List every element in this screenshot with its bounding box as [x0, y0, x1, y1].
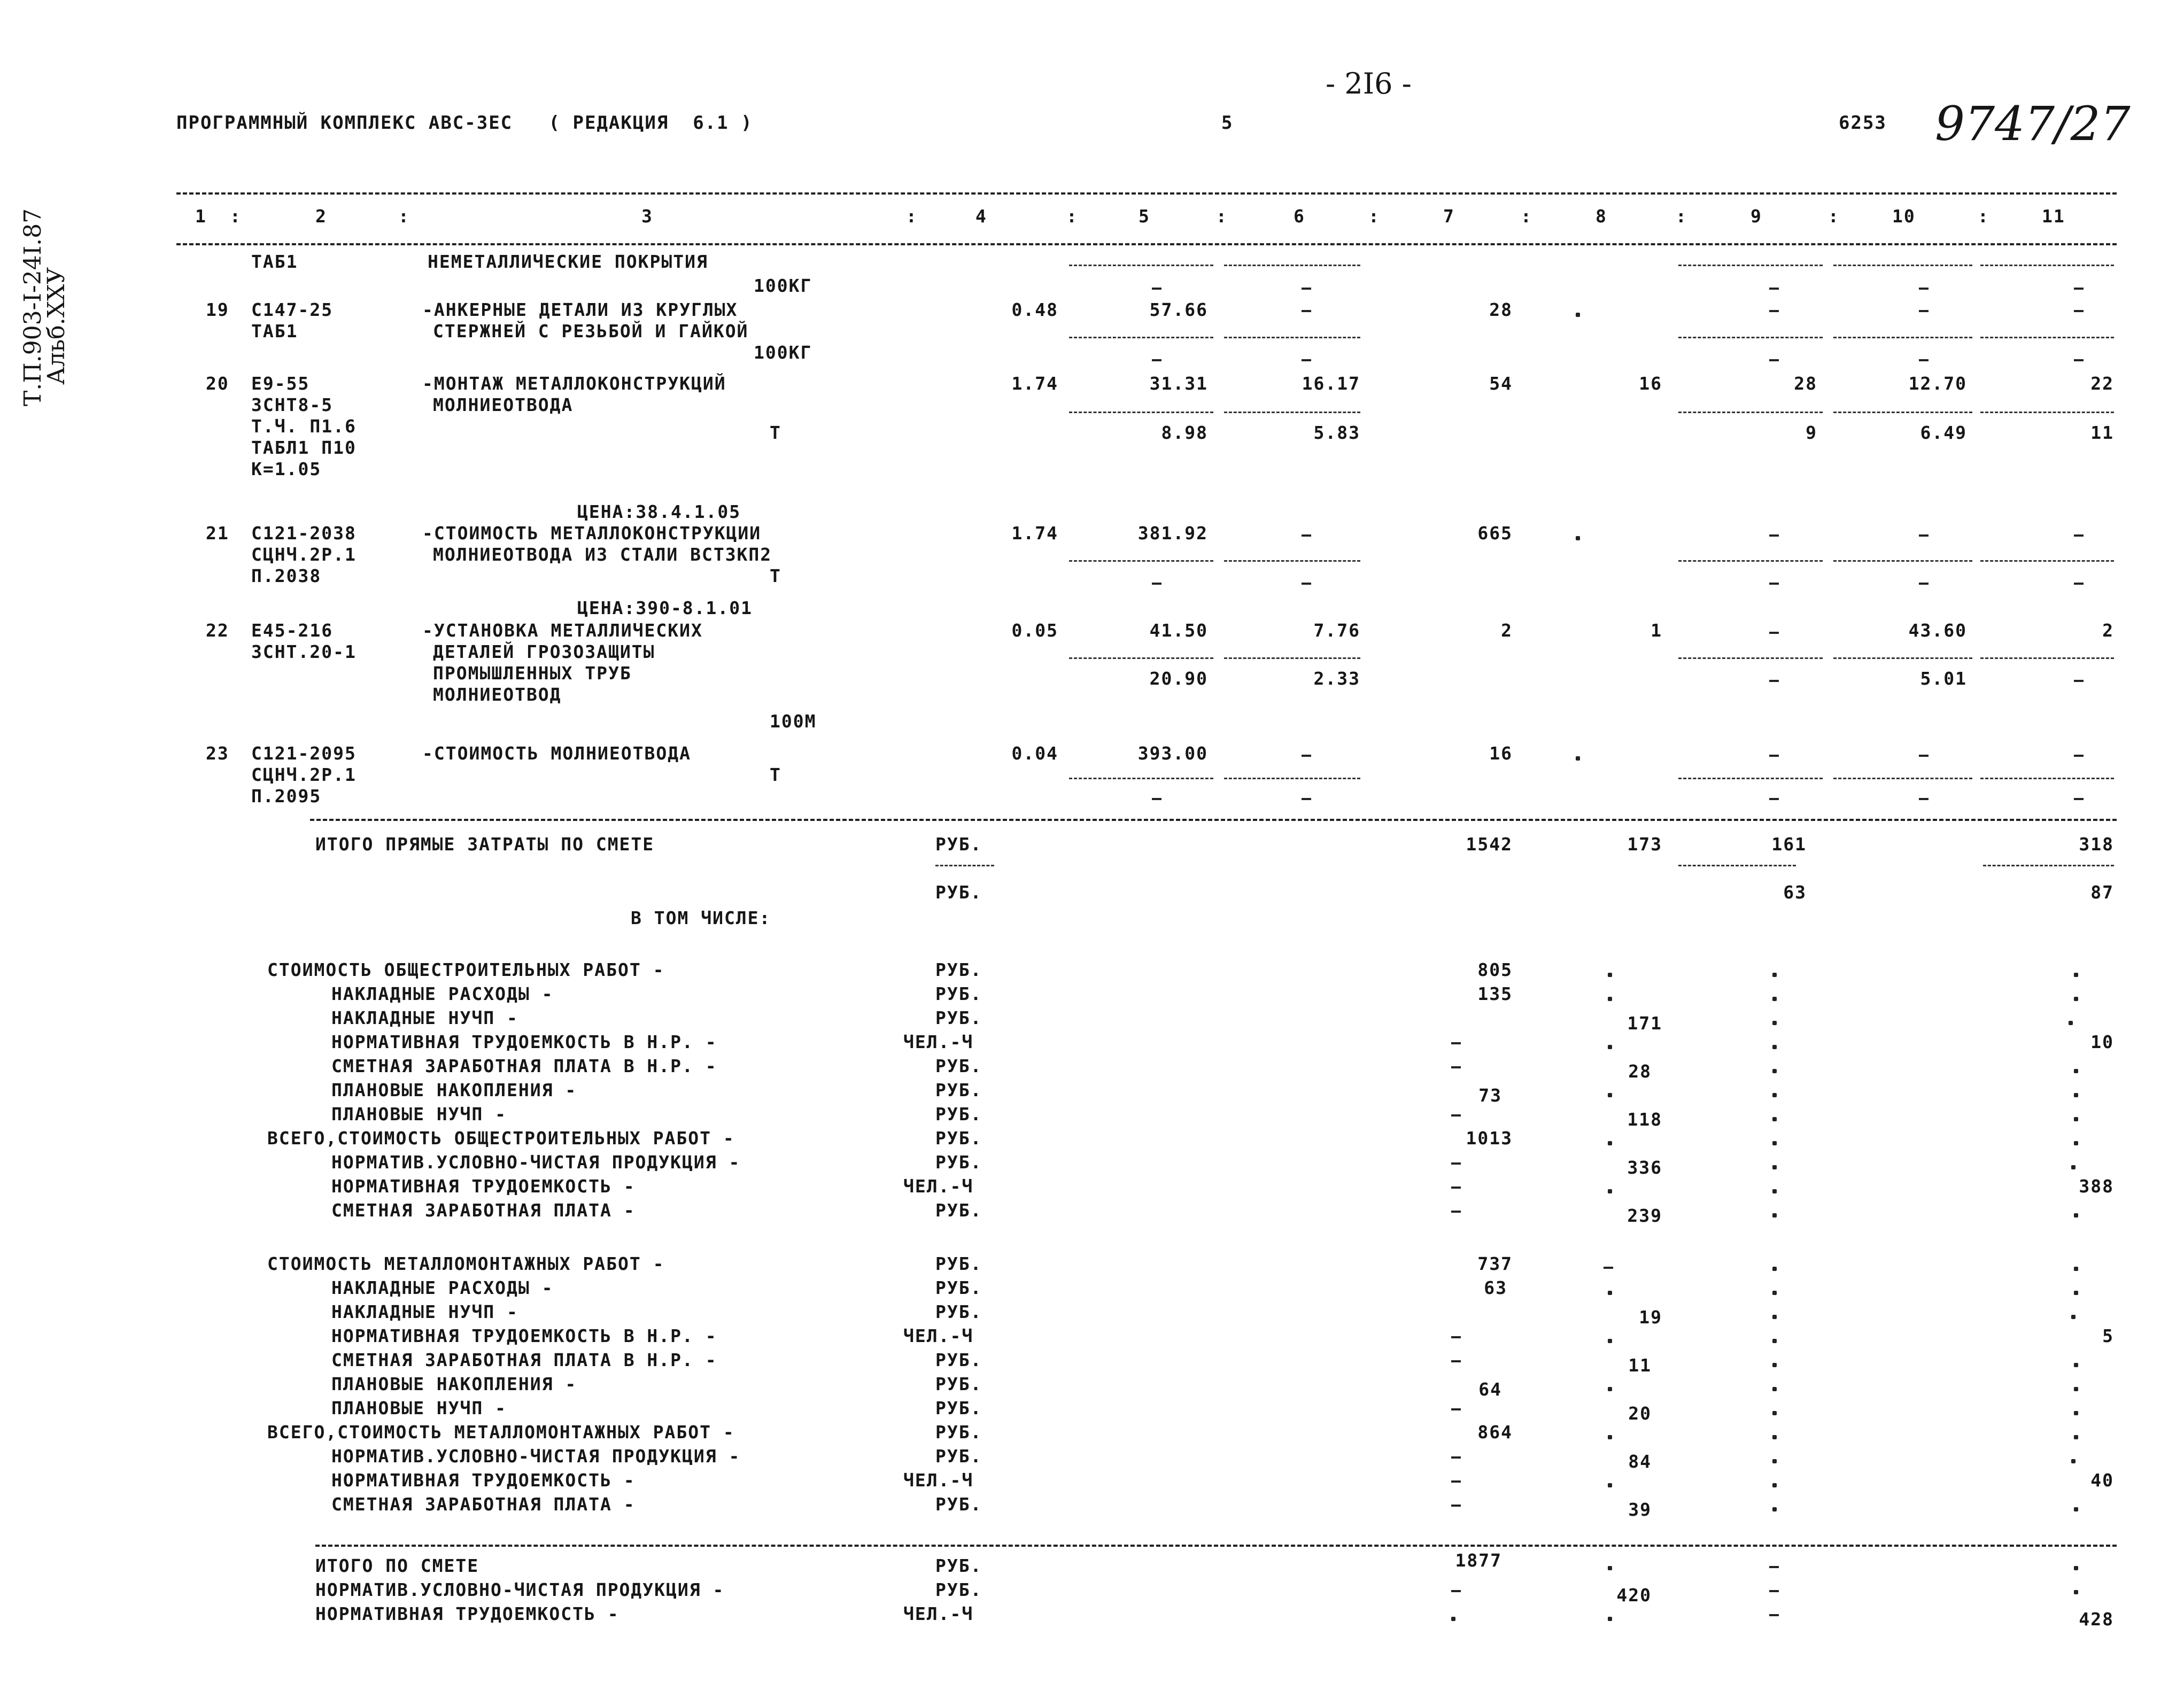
entry-quantity: 0.48 — [1011, 299, 1058, 320]
grand-total-rule — [315, 1545, 2117, 1547]
entry-unit: 100М — [770, 711, 817, 732]
cell-col10: 43.60 — [1908, 620, 1967, 641]
direct-costs-label: ИТОГО ПРЯМЫЕ ЗАТРАТЫ ПО СМЕТЕ — [315, 834, 655, 855]
metal-row-unit: РУБ. — [935, 1422, 982, 1443]
metal-row-unit: РУБ. — [935, 1398, 982, 1418]
cell-col9-sub: 9 — [1806, 422, 1817, 443]
metal-row-unit: РУБ. — [935, 1301, 982, 1322]
general-row-unit: РУБ. — [935, 1104, 982, 1125]
metal-col7: 64 — [1478, 1379, 1502, 1400]
entry-unit: Т — [770, 764, 781, 785]
metal-row-label: СМЕТНАЯ ЗАРАБОТНАЯ ПЛАТА - — [331, 1494, 636, 1515]
general-row-label: ПЛАНОВЫЕ НАКОПЛЕНИЯ - — [331, 1080, 577, 1100]
entry-code: С147-25 — [251, 299, 334, 320]
side-stamp-line2: Альб.XXУ — [43, 267, 70, 385]
cell-col7: 2 — [1501, 620, 1513, 641]
general-row-unit: РУБ. — [935, 1007, 982, 1028]
direct-costs-unit-2: РУБ. — [935, 882, 982, 903]
entry-code: ТАБ1 — [251, 251, 298, 272]
grand-row-unit: ЧЕЛ.-Ч — [903, 1603, 974, 1624]
general-col7: 73 — [1478, 1085, 1502, 1106]
entry-number: 21 — [206, 523, 229, 544]
entry-quantity: 1.74 — [1011, 523, 1058, 544]
entry-name: СТЕРЖНЕЙ С РЕЗЬБОЙ И ГАЙКОЙ — [433, 321, 749, 342]
column-separators: : — [230, 206, 242, 227]
metal-col7: 864 — [1477, 1422, 1513, 1443]
cell-col10-sub: 5.01 — [1920, 668, 1967, 689]
general-works-unit: РУБ. — [935, 959, 982, 980]
general-col8: 171 — [1627, 1013, 1662, 1034]
metal-row-label: НАКЛАДНЫЕ РАСХОДЫ - — [331, 1277, 554, 1298]
cell-col7: 665 — [1477, 523, 1513, 544]
col-head-2: 2 — [315, 206, 327, 227]
entry-number: 20 — [206, 373, 229, 394]
page-number: - 2I6 - — [1326, 67, 1412, 100]
metal-row-unit: РУБ. — [935, 1374, 982, 1394]
entry-code: П.2095 — [251, 786, 322, 807]
entry-name: ДЕТАЛЕЙ ГРОЗОЗАЩИТЫ — [433, 641, 655, 662]
general-row-unit: РУБ. — [935, 1152, 982, 1173]
entry-name: МОЛНИЕОТВОД — [433, 684, 562, 705]
general-col7: 135 — [1477, 983, 1513, 1004]
entry-name: -СТОИМОСТЬ МЕТАЛЛОКОНСТРУКЦИИ — [422, 523, 762, 544]
metal-row-unit: ЧЕЛ.-Ч — [903, 1325, 974, 1346]
general-row-label: НОРМАТИВНАЯ ТРУДОЕМКОСТЬ - — [331, 1176, 636, 1197]
general-row-unit: РУБ. — [935, 1128, 982, 1149]
direct-col7: 1542 — [1466, 834, 1513, 855]
general-row-label: ВСЕГО,СТОИМОСТЬ ОБЩЕСТРОИТЕЛЬНЫХ РАБОТ - — [267, 1128, 735, 1149]
general-row-label: НОРМАТИВНАЯ ТРУДОЕМКОСТЬ В Н.Р. - — [331, 1032, 717, 1052]
metal-col8: 20 — [1628, 1403, 1652, 1424]
general-row-unit: РУБ. — [935, 1200, 982, 1221]
cell-col8: 16 — [1639, 373, 1662, 394]
general-row-label: СМЕТНАЯ ЗАРАБОТНАЯ ПЛАТА В Н.Р. - — [331, 1056, 717, 1076]
entry-code: ЗСНТ8-5 — [251, 394, 334, 415]
general-col8: 336 — [1627, 1157, 1662, 1178]
handwritten-number: 9747/27 — [1935, 96, 2131, 151]
metal-row-unit: ЧЕЛ.-Ч — [903, 1470, 974, 1491]
direct-col8: 173 — [1627, 834, 1662, 855]
grand-row-unit: РУБ. — [935, 1579, 982, 1600]
entry-quantity: 0.04 — [1011, 743, 1058, 764]
general-row-label: ПЛАНОВЫЕ НУЧП - — [331, 1104, 507, 1125]
cell-col5: 57.66 — [1149, 299, 1208, 320]
cell-col7: 54 — [1489, 373, 1513, 394]
col-head-11: 11 — [2042, 206, 2065, 227]
entry-code: СЦНЧ.2Р.1 — [251, 764, 357, 785]
cell-col7: 16 — [1489, 743, 1513, 764]
metal-row-unit: РУБ. — [935, 1446, 982, 1467]
metal-row-label: НАКЛАДНЫЕ НУЧП - — [331, 1301, 518, 1322]
side-stamp-line1: Т.П.903-I-24I.87 — [19, 208, 47, 406]
metal-works-title: СТОИМОСТЬ МЕТАЛЛОМОНТАЖНЫХ РАБОТ - — [267, 1253, 665, 1274]
entry-name: ПРОМЫШЛЕННЫХ ТРУБ — [433, 663, 632, 684]
cell-col11: 2 — [2102, 620, 2114, 641]
cell-col7: 28 — [1489, 299, 1513, 320]
cell-col5: 31.31 — [1149, 373, 1208, 394]
header-top-rule — [176, 192, 2117, 195]
general-col8: 118 — [1627, 1109, 1662, 1130]
general-col8: 239 — [1627, 1205, 1662, 1226]
entry-number: 22 — [206, 620, 229, 641]
totals-rule — [310, 819, 2117, 821]
entry-quantity: 0.05 — [1011, 620, 1058, 641]
general-row-label: НОРМАТИВ.УСЛОВНО-ЧИСТАЯ ПРОДУКЦИЯ - — [331, 1152, 741, 1173]
entry-name: МОЛНИЕОТВОДА ИЗ СТАЛИ ВСТ3КП2 — [433, 544, 772, 565]
general-row-unit: РУБ. — [935, 983, 982, 1004]
col-head-7: 7 — [1443, 206, 1455, 227]
cell-col5: 393.00 — [1137, 743, 1208, 764]
metal-row-unit: РУБ. — [935, 1494, 982, 1515]
metal-works-unit: РУБ. — [935, 1253, 982, 1274]
col-head-9: 9 — [1751, 206, 1762, 227]
general-works-title: СТОИМОСТЬ ОБЩЕСТРОИТЕЛЬНЫХ РАБОТ - — [267, 959, 665, 980]
entry-code: С121-2038 — [251, 523, 357, 544]
entry-unit: 100КГ — [754, 342, 812, 363]
col-head-3: 3 — [641, 206, 653, 227]
cell-col10-sub: 6.49 — [1920, 422, 1967, 443]
general-col7: 1013 — [1466, 1128, 1513, 1149]
direct-col11-sub: 87 — [2090, 882, 2114, 903]
entry-code: ТАБ1 — [251, 321, 298, 342]
cell-col6-sub: 2.33 — [1313, 668, 1360, 689]
col-head-4: 4 — [975, 206, 987, 227]
grand-labor-col11: 428 — [2079, 1609, 2114, 1630]
grand-uchp-col8: 420 — [1616, 1585, 1652, 1606]
cell-col5-sub: 20.90 — [1149, 668, 1208, 689]
grand-row-unit: РУБ. — [935, 1555, 982, 1576]
entry-name: МОЛНИЕОТВОДА — [433, 394, 574, 415]
general-row-label: НАКЛАДНЫЕ РАСХОДЫ - — [331, 983, 554, 1004]
grand-row-label: НОРМАТИВНАЯ ТРУДОЕМКОСТЬ - — [315, 1603, 619, 1624]
grand-row-label: ИТОГО ПО СМЕТЕ — [315, 1555, 479, 1576]
metal-col11: 40 — [2090, 1470, 2114, 1491]
cell-col11-sub: 11 — [2090, 422, 2114, 443]
col-head-5: 5 — [1139, 206, 1150, 227]
cell-col9: 28 — [1794, 373, 1817, 394]
cell-col10: 12.70 — [1908, 373, 1967, 394]
entry-code: ТАБЛ1 П10 — [251, 437, 357, 458]
entry-name: -УСТАНОВКА МЕТАЛЛИЧЕСКИХ — [422, 620, 703, 641]
entry-number: 19 — [206, 299, 229, 320]
direct-col11: 318 — [2079, 834, 2114, 855]
entry-quantity: 1.74 — [1011, 373, 1058, 394]
entry-code: К=1.05 — [251, 459, 322, 479]
entry-code: П.2038 — [251, 565, 322, 586]
metal-row-label: ПЛАНОВЫЕ НУЧП - — [331, 1398, 507, 1418]
entry-unit: 100КГ — [754, 275, 812, 296]
direct-costs-unit: РУБ. — [935, 834, 982, 855]
cell-col8: 1 — [1651, 620, 1662, 641]
metal-row-label: ВСЕГО,СТОИМОСТЬ МЕТАЛЛОМОНТАЖНЫХ РАБОТ - — [267, 1422, 735, 1443]
metal-row-unit: РУБ. — [935, 1277, 982, 1298]
entry-number: 23 — [206, 743, 229, 764]
entry-code: Т.Ч. П1.6 — [251, 416, 357, 437]
metal-row-unit: РУБ. — [935, 1350, 982, 1370]
header-bottom-rule — [176, 243, 2117, 245]
entry-code: Е45-216 — [251, 620, 334, 641]
metal-col8: 19 — [1639, 1307, 1662, 1328]
metal-row-label: НОРМАТИВНАЯ ТРУДОЕМКОСТЬ В Н.Р. - — [331, 1325, 717, 1346]
cell-col6: 7.76 — [1313, 620, 1360, 641]
general-row-unit: ЧЕЛ.-Ч — [903, 1032, 974, 1052]
entry-name: -МОНТАЖ МЕТАЛЛОКОНСТРУКЦИЙ — [422, 373, 726, 394]
metal-col8: 11 — [1628, 1355, 1652, 1376]
direct-col9-sub: 63 — [1783, 882, 1807, 903]
metal-col8: 39 — [1628, 1499, 1652, 1520]
metal-col11: 5 — [2102, 1325, 2114, 1346]
header-code: 6253 — [1839, 112, 1887, 134]
col-head-6: 6 — [1294, 206, 1305, 227]
general-col8: 28 — [1628, 1061, 1652, 1082]
direct-col9: 161 — [1771, 834, 1807, 855]
cell-col6-sub: 5.83 — [1313, 422, 1360, 443]
side-stamp — [21, 192, 68, 406]
cell-col11: 22 — [2090, 373, 2114, 394]
metal-row-label: СМЕТНАЯ ЗАРАБОТНАЯ ПЛАТА В Н.Р. - — [331, 1350, 717, 1370]
cell-col5-sub: 8.98 — [1161, 422, 1208, 443]
general-row-label: СМЕТНАЯ ЗАРАБОТНАЯ ПЛАТА - — [331, 1200, 636, 1221]
general-row-unit: ЧЕЛ.-Ч — [903, 1176, 974, 1197]
entry-code: Е9-55 — [251, 373, 310, 394]
col-head-8: 8 — [1596, 206, 1607, 227]
grand-row-label: НОРМАТИВ.УСЛОВНО-ЧИСТАЯ ПРОДУКЦИЯ - — [315, 1579, 725, 1600]
entry-name: -СТОИМОСТЬ МОЛНИЕОТВОДА — [422, 743, 691, 764]
cell-col5: 381.92 — [1137, 523, 1208, 544]
col-head-10: 10 — [1892, 206, 1916, 227]
program-title: ПРОГРАММНЫЙ КОМПЛЕКС АВС-ЗЕС ( РЕДАКЦИЯ 6.1 ) — [176, 112, 753, 134]
general-col7: 805 — [1477, 959, 1513, 980]
general-row-unit: РУБ. — [935, 1080, 982, 1100]
general-row-label: НАКЛАДНЫЕ НУЧП - — [331, 1007, 518, 1028]
cell-col5: 41.50 — [1149, 620, 1208, 641]
general-col11: 10 — [2090, 1032, 2114, 1052]
metal-row-label: ПЛАНОВЫЕ НАКОПЛЕНИЯ - — [331, 1374, 577, 1394]
metal-col7: 737 — [1477, 1253, 1513, 1274]
grand-total-col7: 1877 — [1455, 1550, 1502, 1571]
metal-col8: 84 — [1628, 1451, 1652, 1472]
entry-code: СЦНЧ.2Р.1 — [251, 544, 357, 565]
entry-name: -АНКЕРНЫЕ ДЕТАЛИ ИЗ КРУГЛЫХ — [422, 299, 738, 320]
price-reference: ЦЕНА:38.4.1.05 — [577, 501, 741, 522]
entry-code: С121-2095 — [251, 743, 357, 764]
general-col11: 388 — [2079, 1176, 2114, 1197]
col-head-1: 1 — [195, 206, 207, 227]
entry-unit: Т — [770, 565, 781, 586]
entry-name: НЕМЕТАЛЛИЧЕСКИЕ ПОКРЫТИЯ — [428, 251, 708, 272]
metal-row-label: НОРМАТИВ.УСЛОВНО-ЧИСТАЯ ПРОДУКЦИЯ - — [331, 1446, 741, 1467]
cell-col6: 16.17 — [1302, 373, 1360, 394]
metal-row-label: НОРМАТИВНАЯ ТРУДОЕМКОСТЬ - — [331, 1470, 636, 1491]
metal-col7: 63 — [1484, 1277, 1507, 1298]
general-row-unit: РУБ. — [935, 1056, 982, 1076]
price-reference: ЦЕНА:390-8.1.01 — [577, 598, 753, 618]
entry-unit: Т — [770, 422, 781, 443]
entry-code: ЗСНТ.20-1 — [251, 641, 357, 662]
header-page: 5 — [1221, 112, 1234, 134]
including-heading: В ТОМ ЧИСЛЕ: — [631, 908, 771, 928]
